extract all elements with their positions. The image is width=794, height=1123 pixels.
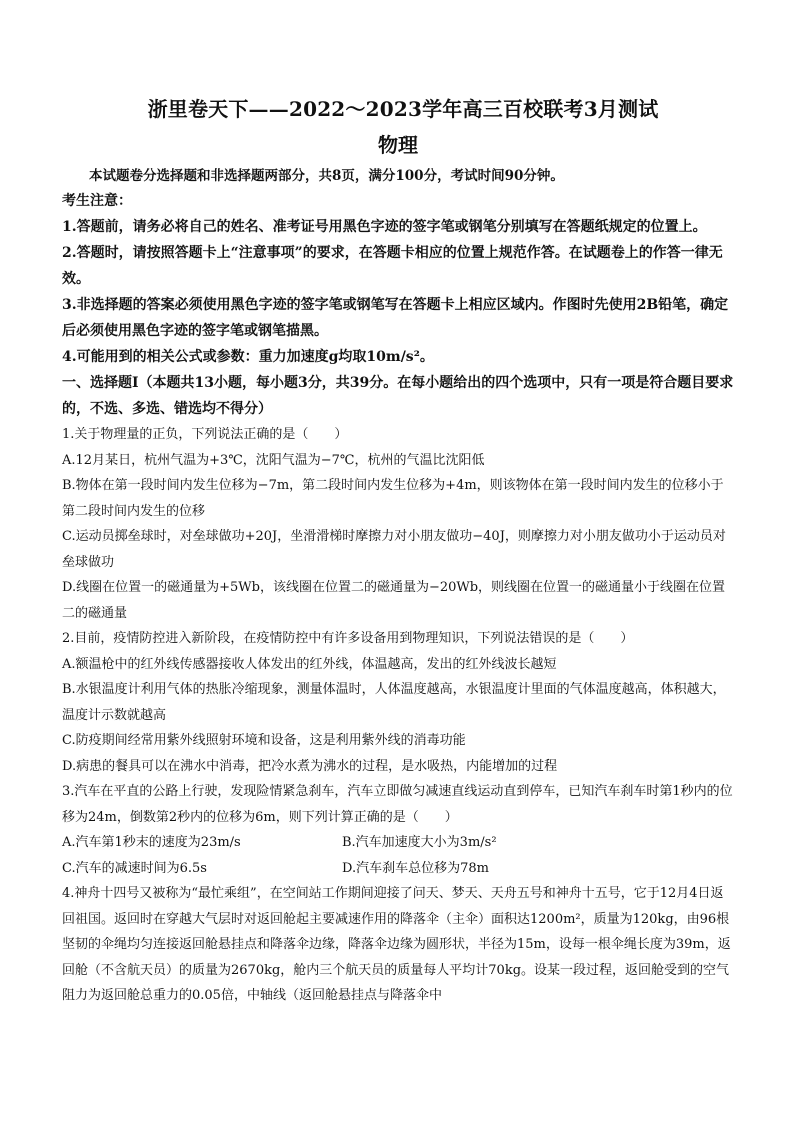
option-row [62,830,734,856]
question-stem: 4.神舟十四号又被称为“最忙乘组”，在空间站工作期间迎接了问天、梦天、天舟五号和神舟十五号，它于12月4日返回祖国。返回时在穿越大气层时对返回舱起主要减速作用的降落伞（主伞）面积达1200m²，质量为120kg，由96根坚韧的伞绳均匀连接返回舱悬挂点和降落伞边缘，降落伞边缘为圆形状，半径为15m，设每一根伞绳长度为39m，返回舱（不含航天员）的质量为2670kg，舱内三个航天员的质量每人平均计70kg。设某一段过程，返回舱受到的空气阻力为返回舱总重力的0.05倍，中轴线（返回舱悬挂点与降落伞中 [62,886,731,1003]
question-stem: 2.目前，疫情防控进入新阶段，在疫情防控中有许多设备用到物理知识，下列说法错误的是（ ） [62,631,634,646]
subject-title: 物理 [378,133,418,157]
notice-item: 4.可能用到的相关公式或参数：重力加速度g均取10m/s²。 [62,349,434,365]
question-option: C.防疫期间经常用紫外线照射环境和设备，这是利用紫外线的消毒功能 [62,733,466,748]
question-option: C.汽车的减速时间为6.5s [62,860,207,876]
notice-item: 3.非选择题的答案必须使用黑色字迹的签字笔或钢笔写在答题卡上相应区域内。作图时先使用2B铅笔，确定后必须使用黑色字迹的签字笔或钢笔描黑。 [62,297,729,339]
notice-item: 2.答题时，请按照答题卡上“注意事项”的要求，在答题卡相应的位置上规范作答。在试题卷上的作答一律无效。 [62,245,723,287]
question-option: A.12月某日，杭州气温为+3℃，沈阳气温为−7℃，杭州的气温比沈阳低 [62,452,485,468]
notice-item: 1.答题前，请务必将自己的姓名、准考证号用黑色字迹的签字笔或钢笔分别填写在答题纸规定的位置上。 [62,219,707,235]
question-stem: 1.关于物理量的正负，下列说法正确的是（ ） [62,427,348,442]
question-option: D.汽车刹车总位移为78m [342,860,489,876]
question-option: C.运动员掷垒球时，对垒球做功+20J，坐滑滑梯时摩擦力对小朋友做功−40J，则摩擦力对小朋友做功小于运动员对垒球做功 [62,529,726,570]
question-option: D.线圈在位置一的磁通量为+5Wb，该线圈在位置二的磁通量为−20Wb，则线圈在位置一的磁通量小于线圈在位置二的磁通量 [62,580,726,621]
question-option: B.物体在第一段时间内发生位移为−7m，第二段时间内发生位移为+4m，则该物体在第一段时间内发生的位移小于第二段时间内发生的位移 [62,478,724,519]
question-option: A.汽车第1秒末的速度为23m/s [62,835,241,850]
exam-page [62,94,734,1009]
notice-heading: 考生注意： [62,193,132,209]
question-option: D.病患的餐具可以在沸水中消毒，把冷水煮为沸水的过程，是水吸热，内能增加的过程 [62,758,558,774]
question-option: B.汽车加速度大小为3m/s² [342,835,497,850]
question-option: A.额温枪中的红外线传感器接收人体发出的红外线，体温越高，发出的红外线波长越短 [62,656,557,672]
exam-intro: 本试题卷分选择题和非选择题两部分，共8页，满分100分，考试时间90分钟。 [89,168,564,184]
question-option: B.水银温度计利用气体的热胀冷缩现象，测量体温时，人体温度越高，水银温度计里面的气体温度越高，体积越大，温度计示数就越高 [62,682,726,723]
question-stem: 3.汽车在平直的公路上行驶，发现险情紧急刹车，汽车立即做匀减速直线运动直到停车，已知汽车刹车时第1秒内的位移为24m，倒数第2秒内的位移为6m，则下列计算正确的是（ ） [62,784,733,825]
section-heading: 一、选择题Ⅰ（本题共13小题，每小题3分，共39分。在每小题给出的四个选项中，只有一项是符合题目要求的，不选、多选、错选均不得分） [62,375,734,417]
option-row [62,856,734,882]
exam-title: 浙里卷天下——2022～2023学年高三百校联考3月测试 [147,97,659,121]
